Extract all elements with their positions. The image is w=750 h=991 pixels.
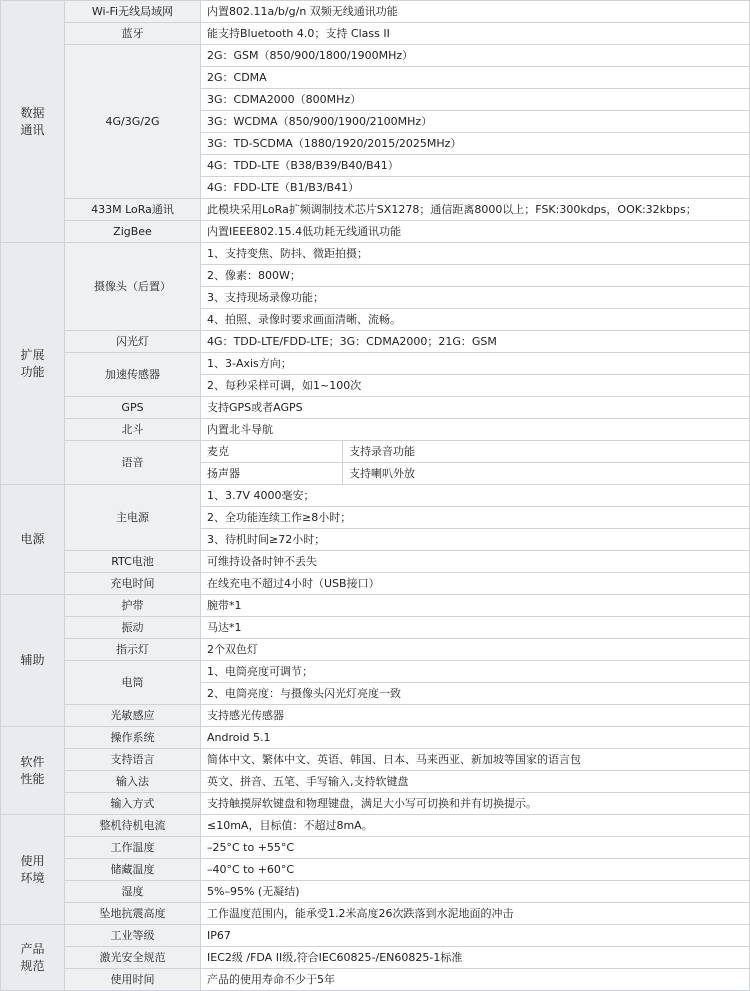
item-name: 光敏感应 [65,705,201,727]
item-value: –40°C to +60°C [201,859,750,881]
item-value: 在线充电不超过4小时（USB接口） [201,573,750,595]
spec-table-body [1,1,750,991]
item-value: IEC2级 /FDA II级,符合IEC60825-/EN60825-1标准 [201,947,750,969]
item-name: 储藏温度 [65,859,201,881]
table-row [1,199,750,221]
category-label: 软件 性能 [20,754,45,786]
table-row [1,771,750,793]
item-value: 简体中文、繁体中文、英语、韩国、日本、马来西亚、新加坡等国家的语言包 [201,749,750,771]
table-row [1,793,750,815]
item-value: 1、3.7V 4000毫安； [201,485,750,507]
item-value: 2G：GSM（850/900/1800/1900MHz） [201,45,750,67]
sub-item-value: 支持喇叭外放 [343,463,750,485]
item-name: 使用时间 [65,969,201,991]
item-name: 蓝牙 [65,23,201,45]
table-row [1,551,750,573]
item-name: 摄像头（后置） [65,243,201,331]
table-row [1,353,750,375]
item-name: 激光安全规范 [65,947,201,969]
sub-item-value: 支持录音功能 [343,441,750,463]
table-row [1,859,750,881]
item-name: 4G/3G/2G [65,45,201,199]
item-value: 产品的使用寿命不少于5年 [201,969,750,991]
item-value: 4、拍照、录像时要求画面清晰、流畅。 [201,309,750,331]
item-value: 2G：CDMA [201,67,750,89]
item-name: 坠地抗震高度 [65,903,201,925]
item-name: ZigBee [65,221,201,243]
table-row [1,969,750,991]
item-value: 内置北斗导航 [201,419,750,441]
category-cell [1,727,65,815]
table-row [1,441,750,463]
item-name: 工作温度 [65,837,201,859]
item-value: 1、电筒亮度可调节； [201,661,750,683]
sub-item-name: 扬声器 [201,463,343,485]
table-row [1,331,750,353]
item-name: 电筒 [65,661,201,705]
item-value: 2、电筒亮度：与摄像头闪光灯亮度一致 [201,683,750,705]
item-value: 3、支持现场录像功能； [201,287,750,309]
table-row [1,243,750,265]
table-row [1,661,750,683]
item-value: 1、支持变焦、防抖、微距拍摄； [201,243,750,265]
item-name: 输入法 [65,771,201,793]
item-value: 马达*1 [201,617,750,639]
item-value: 3G：CDMA2000（800MHz） [201,89,750,111]
item-name: 护带 [65,595,201,617]
item-value: 5%–95% (无凝结) [201,881,750,903]
item-name: RTC电池 [65,551,201,573]
item-value: 内置IEEE802.15.4低功耗无线通讯功能 [201,221,750,243]
item-value: 腕带*1 [201,595,750,617]
item-name: 整机待机电流 [65,815,201,837]
item-value: 可维持设备时钟不丢失 [201,551,750,573]
category-label: 使用 环境 [20,853,45,885]
item-value: 2、每秒采样可调，如1~100次 [201,375,750,397]
item-name: 北斗 [65,419,201,441]
category-label: 产品 规范 [20,941,45,973]
table-row [1,925,750,947]
item-name: 操作系统 [65,727,201,749]
table-row [1,947,750,969]
table-row [1,639,750,661]
item-value: 工作温度范围内，能承受1.2米高度26次跌落到水泥地面的冲击 [201,903,750,925]
item-name: 充电时间 [65,573,201,595]
item-value: 3G：TD-SCDMA（1880/1920/2015/2025MHz） [201,133,750,155]
table-row [1,705,750,727]
table-row [1,573,750,595]
item-value: 能支持Bluetooth 4.0；支持 Class II [201,23,750,45]
item-value: 支持GPS或者AGPS [201,397,750,419]
item-value: 3G：WCDMA（850/900/1900/2100MHz） [201,111,750,133]
table-row [1,617,750,639]
item-name: GPS [65,397,201,419]
table-row [1,881,750,903]
table-row [1,903,750,925]
item-name: 闪光灯 [65,331,201,353]
item-value: 3、待机时间≥72小时； [201,529,750,551]
table-row [1,397,750,419]
item-value: –25°C to +55°C [201,837,750,859]
item-name: 433M LoRa通讯 [65,199,201,221]
table-row [1,1,750,23]
item-value: 内置802.11a/b/g/n 双频无线通讯功能 [201,1,750,23]
category-label: 电源 [20,532,45,546]
item-name: 加速传感器 [65,353,201,397]
item-value: 2、全功能连续工作≥8小时； [201,507,750,529]
item-value: 2个双色灯 [201,639,750,661]
table-row [1,419,750,441]
table-row [1,23,750,45]
item-value: 4G：TDD-LTE（B38/B39/B40/B41） [201,155,750,177]
item-value: 4G：FDD-LTE（B1/B3/B41） [201,177,750,199]
category-cell [1,815,65,925]
category-cell [1,1,65,243]
item-name: Wi-Fi无线局域网 [65,1,201,23]
category-cell [1,925,65,991]
category-cell [1,485,65,595]
item-value: 2、像素：800W； [201,265,750,287]
item-value: 此模块采用LoRa扩频调制技术芯片SX1278；通信距离8000以上；FSK:300kdps，OOK:32kbps； [201,199,750,221]
item-value: 英文、拼音、五笔、手写输入,支持软键盘 [201,771,750,793]
item-name: 工业等级 [65,925,201,947]
sub-item-name: 麦克 [201,441,343,463]
item-name: 指示灯 [65,639,201,661]
item-name: 主电源 [65,485,201,551]
table-row [1,837,750,859]
category-label: 扩展 功能 [20,347,45,379]
table-row [1,45,750,67]
item-name: 湿度 [65,881,201,903]
table-row [1,221,750,243]
item-value: 4G：TDD-LTE/FDD-LTE；3G：CDMA2000；21G：GSM [201,331,750,353]
table-row [1,727,750,749]
item-value: IP67 [201,925,750,947]
category-label: 辅助 [20,653,45,667]
item-value: 1、3-Axis方向； [201,353,750,375]
item-name: 语音 [65,441,201,485]
item-value: Android 5.1 [201,727,750,749]
table-row [1,485,750,507]
category-label: 数据 通讯 [20,105,45,137]
category-cell [1,243,65,485]
category-cell [1,595,65,727]
item-value: ≤10mA，目标值：不超过8mA。 [201,815,750,837]
item-name: 输入方式 [65,793,201,815]
item-value: 支持感光传感器 [201,705,750,727]
table-row [1,815,750,837]
table-row [1,595,750,617]
table-row [1,749,750,771]
item-value: 支持触摸屏软键盘和物理键盘，满足大小写可切换和并有切换提示。 [201,793,750,815]
item-name: 支持语言 [65,749,201,771]
item-name: 振动 [65,617,201,639]
